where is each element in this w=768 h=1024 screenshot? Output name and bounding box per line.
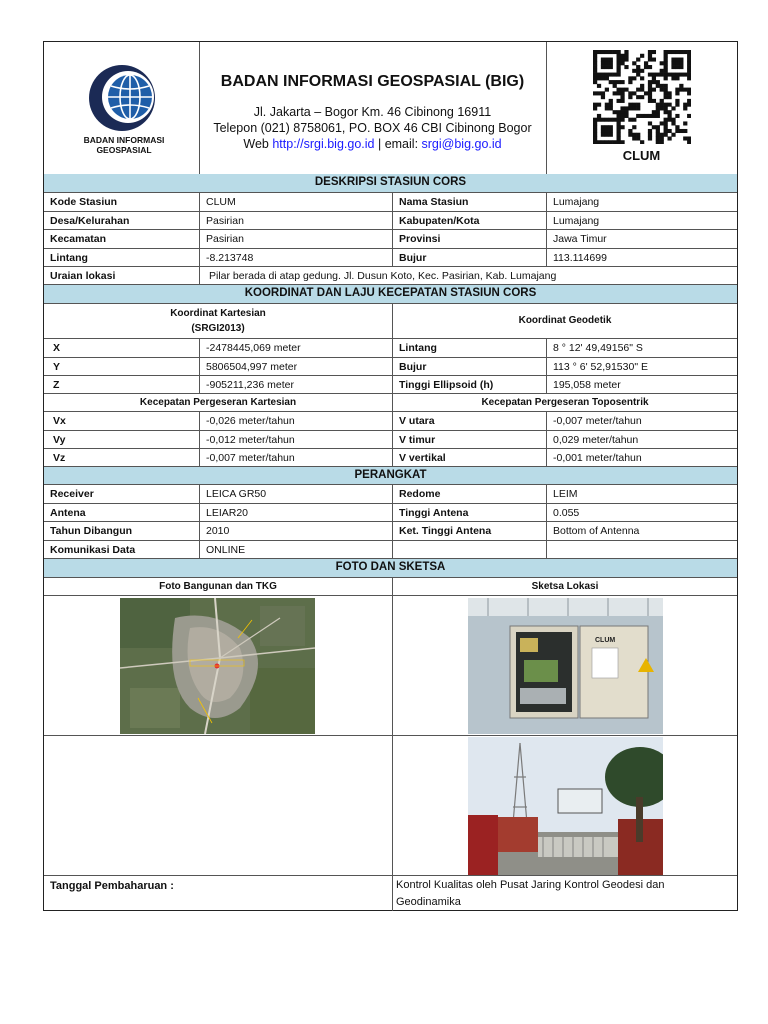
field-label: V timur	[392, 431, 546, 448]
field-label: Kabupaten/Kota	[392, 212, 546, 229]
field-label: Bujur	[392, 358, 546, 375]
field-value: ONLINE	[199, 541, 392, 558]
table-row	[44, 578, 737, 596]
field-label: Z	[53, 379, 60, 391]
table-row	[44, 339, 737, 358]
section-perangkat: PERANGKAT	[44, 467, 737, 485]
field-label: Bujur	[392, 249, 546, 266]
field-value: Pasirian	[199, 212, 392, 229]
kartesian-header-line1: Koordinat Kartesian	[170, 308, 266, 319]
table-row	[44, 358, 737, 376]
velocity-kartesian-header: Kecepatan Pergeseran Kartesian	[139, 397, 297, 408]
field-label: Kecamatan	[50, 233, 107, 245]
field-value: -2478445,069 meter	[199, 339, 392, 357]
field-value: Bottom of Antenna	[546, 522, 737, 540]
table-row	[44, 431, 737, 449]
table-row	[44, 485, 737, 504]
table-row	[44, 376, 737, 394]
table-row	[44, 412, 737, 431]
field-value: Lumajang	[546, 193, 737, 211]
field-label: Vz	[53, 452, 66, 464]
field-value: Lumajang	[546, 212, 737, 229]
section-koordinat: KOORDINAT DAN LAJU KECEPATAN STASIUN CORS	[44, 285, 737, 304]
field-label	[392, 541, 546, 558]
field-label: Y	[53, 361, 61, 373]
cabinet-photo-image	[468, 598, 663, 734]
field-label: Kode Stasiun	[50, 196, 118, 208]
field-label: Antena	[50, 507, 86, 519]
logo-caption-line2: GEOSPASIAL	[96, 145, 152, 155]
update-date-label: Tanggal Pembaharuan :	[50, 880, 174, 892]
email-link[interactable]: srgi@big.go.id	[421, 137, 502, 151]
station-code-label: CLUM	[622, 148, 661, 163]
table-row	[44, 504, 737, 522]
field-label: Vy	[53, 434, 66, 446]
field-value: -0,026 meter/tahun	[199, 412, 392, 430]
table-row	[44, 193, 737, 212]
field-label: Lintang	[392, 339, 546, 357]
photo-row	[44, 736, 737, 876]
table-row	[44, 304, 737, 339]
field-label: Ket. Tinggi Antena	[392, 522, 546, 540]
org-title: BADAN INFORMASI GEOSPASIAL (BIG)	[220, 73, 525, 90]
table-row	[44, 230, 737, 249]
table-row	[44, 267, 737, 285]
field-label: Uraian lokasi	[50, 270, 116, 282]
field-value: 113 ° 6' 52,91530" E	[546, 358, 737, 375]
table-row	[44, 541, 737, 559]
field-value: LEIAR20	[199, 504, 392, 521]
photo-row	[44, 596, 737, 736]
field-value: LEICA GR50	[199, 485, 392, 503]
field-value: CLUM	[199, 193, 392, 211]
field-label: Tinggi Antena	[392, 504, 546, 521]
satellite-map-image	[120, 598, 315, 734]
field-label: Vx	[53, 415, 66, 427]
field-label: Provinsi	[392, 230, 546, 248]
field-label: Desa/Kelurahan	[50, 215, 130, 227]
logo-caption	[64, 135, 184, 155]
footer-row	[44, 876, 737, 911]
header	[44, 42, 737, 175]
field-value	[546, 541, 737, 558]
field-value: 0.055	[546, 504, 737, 521]
website-link[interactable]: http://srgi.big.go.id	[272, 137, 375, 151]
field-label: X	[53, 342, 61, 354]
geodetik-header: Koordinat Geodetik	[392, 304, 737, 338]
field-label: V utara	[392, 412, 546, 430]
kartesian-header-line2: (SRGI2013)	[191, 323, 245, 334]
org-address: Jl. Jakarta – Bogor Km. 46 Cibinong 16911	[253, 105, 492, 119]
logo-caption-line1: BADAN INFORMASI	[83, 135, 165, 145]
email-separator: | email:	[374, 137, 422, 151]
station-sheet	[43, 41, 738, 911]
qc-line2: Geodinamika	[396, 896, 461, 908]
table-row	[44, 212, 737, 230]
field-label: Nama Stasiun	[392, 193, 546, 211]
field-value: -0,001 meter/tahun	[546, 449, 737, 466]
building-photo-image	[468, 737, 663, 875]
field-value: 195,058 meter	[546, 376, 737, 393]
field-label: Redome	[392, 485, 546, 503]
web-prefix: Web	[243, 137, 273, 151]
field-value: 2010	[199, 522, 392, 540]
big-logo-icon	[84, 62, 156, 134]
field-value: Pasirian	[199, 230, 392, 248]
photo-building-header: Foto Bangunan dan TKG	[159, 581, 277, 592]
org-phone: Telepon (021) 8758061, PO. BOX 46 CBI Cibinong Bogor	[213, 121, 532, 135]
cabinet-label: CLUM	[595, 637, 616, 644]
field-label: Receiver	[50, 488, 94, 500]
field-label: Tinggi Ellipsoid (h)	[392, 376, 546, 393]
field-label: V vertikal	[392, 449, 546, 466]
field-value: -905211,236 meter	[199, 376, 392, 393]
org-contact	[199, 137, 546, 151]
section-deskripsi: DESKRIPSI STASIUN CORS	[44, 174, 737, 193]
field-value: 8 ° 12' 49,49156" S	[546, 339, 737, 357]
field-value: 0,029 meter/tahun	[546, 431, 737, 448]
field-value: 113.114699	[546, 249, 737, 266]
sketch-location-header: Sketsa Lokasi	[392, 578, 737, 595]
table-row	[44, 449, 737, 467]
location-description: Pilar berada di atap gedung. Jl. Dusun Koto, Kec. Pasirian, Kab. Lumajang	[199, 267, 737, 284]
field-value: Jawa Timur	[546, 230, 737, 248]
field-label: Lintang	[50, 252, 88, 264]
field-label: Komunikasi Data	[50, 544, 136, 556]
qc-line1: Kontrol Kualitas oleh Pusat Jaring Kontrol Geodesi dan	[396, 879, 665, 891]
field-label: Tahun Dibangun	[50, 525, 133, 537]
field-value: LEIM	[546, 485, 737, 503]
kartesian-header	[44, 304, 392, 338]
field-value: -0,007 meter/tahun	[199, 449, 392, 466]
table-row	[44, 249, 737, 267]
field-value: 5806504,997 meter	[199, 358, 392, 375]
table-row	[44, 522, 737, 541]
section-foto: FOTO DAN SKETSA	[44, 559, 737, 578]
field-value: -0,007 meter/tahun	[546, 412, 737, 430]
velocity-toposentrik-header: Kecepatan Pergeseran Toposentrik	[392, 394, 737, 411]
field-value: -8.213748	[199, 249, 392, 266]
field-value: -0,012 meter/tahun	[199, 431, 392, 448]
qr-code-icon	[593, 50, 691, 144]
table-row	[44, 394, 737, 412]
quality-control-note	[392, 876, 737, 911]
